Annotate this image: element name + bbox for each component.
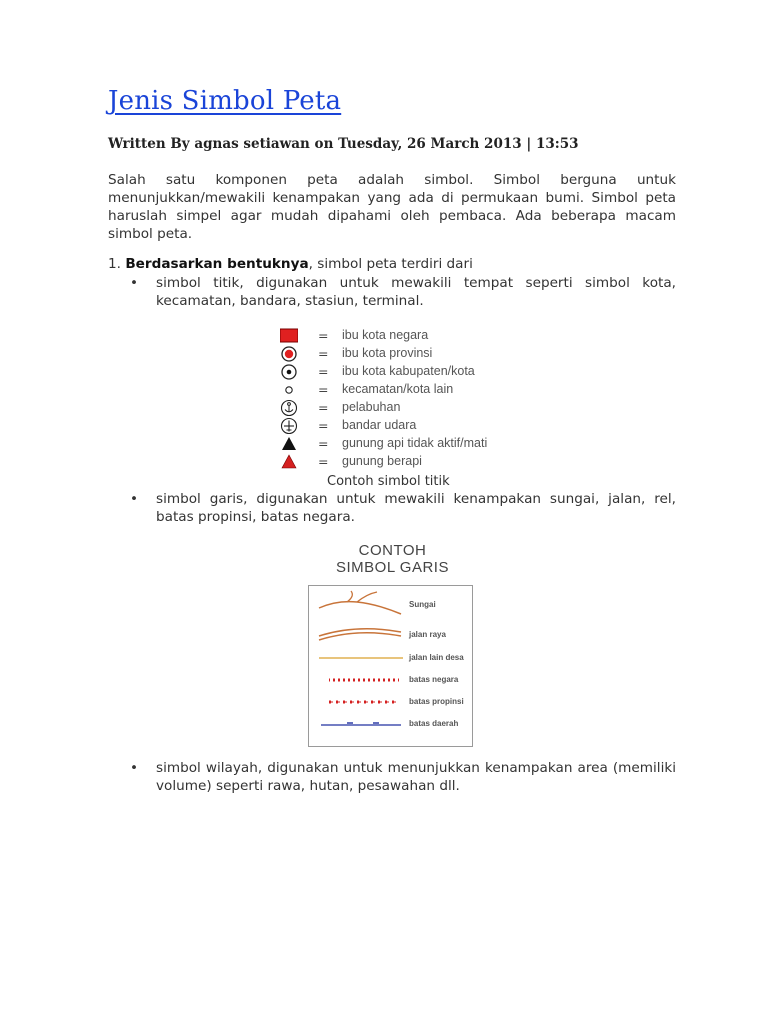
- line-symbol-legend-image: [290, 540, 495, 750]
- red-square-icon: [280, 327, 298, 345]
- bullet-dot: •: [130, 760, 139, 776]
- line-legend-box: [308, 585, 473, 747]
- section-number: 1.: [108, 256, 121, 272]
- byline: Written By agnas setiawan on Tuesday, 26 March 2013 | 13:53: [108, 136, 579, 152]
- line-legend-label: jalan lain desa: [409, 653, 464, 662]
- circle-dot-icon: [280, 363, 298, 381]
- line-legend-label: batas negara: [409, 675, 459, 684]
- equals-sign: =: [318, 328, 329, 343]
- bullet-text: simbol garis, digunakan untuk mewakili kenampakan sungai, jalan, rel, batas propinsi, batas negara.: [156, 491, 676, 525]
- equals-sign: =: [318, 436, 329, 451]
- legend-row: [272, 363, 507, 381]
- legend-row: [272, 417, 507, 435]
- legend-label: gunung berapi: [342, 454, 422, 468]
- line-legend-title: CONTOH: [358, 542, 427, 559]
- line-legend-subtitle: SIMBOL GARIS: [336, 559, 449, 576]
- region-border-line-icon: [317, 714, 407, 734]
- legend-label: ibu kota provinsi: [342, 346, 433, 360]
- section-heading-rest: , simbol peta terdiri dari: [308, 256, 473, 272]
- point-symbol-legend-image: [272, 325, 507, 473]
- airplane-icon: [280, 417, 298, 435]
- line-legend-label: batas daerah: [409, 719, 459, 728]
- province-border-line-icon: [317, 692, 407, 712]
- line-legend-label: Sungai: [409, 600, 436, 609]
- anchor-icon: [280, 399, 298, 417]
- post-title-link[interactable]: Jenis Simbol Peta: [108, 86, 342, 116]
- bullet-item-titik: [130, 274, 676, 310]
- legend-row: [272, 399, 507, 417]
- bullet-item-wilayah: [130, 759, 676, 795]
- legend-row: [272, 453, 507, 471]
- bullet-text: simbol titik, digunakan untuk mewakili tempat seperti simbol kota, kecamatan, bandara, stasiun, terminal.: [156, 275, 676, 309]
- section-heading-1: [108, 256, 473, 272]
- legend-label: kecamatan/kota lain: [342, 382, 454, 396]
- bullet-dot: •: [130, 491, 139, 507]
- line-legend-label: jalan raya: [409, 630, 446, 639]
- legend-row: [272, 381, 507, 399]
- bullet-text: simbol wilayah, digunakan untuk menunjukkan kenampakan area (memiliki volume) seperti rawa, hutan, pesawahan dll.: [156, 760, 676, 794]
- section-bold-heading: Berdasarkan bentuknya: [125, 256, 309, 272]
- legend-label: pelabuhan: [342, 400, 401, 414]
- bullet-dot: •: [130, 275, 139, 291]
- legend-row: [272, 345, 507, 363]
- equals-sign: =: [318, 400, 329, 415]
- legend-row: [272, 435, 507, 453]
- intro-paragraph: Salah satu komponen peta adalah simbol. Simbol berguna untuk menunjukkan/mewakili kenampakan yang ada di permukaan bumi. Simbol peta haruslah simpel agar mudah dipahami oleh pembaca. Ada beberapa macam simbol peta.: [108, 172, 676, 242]
- red-circle-dot-icon: [280, 345, 298, 363]
- equals-sign: =: [318, 364, 329, 379]
- bullet-item-garis: [130, 490, 676, 526]
- line-legend-label: batas propinsi: [409, 697, 464, 706]
- legend-label: ibu kota negara: [342, 328, 429, 342]
- legend-label: ibu kota kabupaten/kota: [342, 364, 475, 378]
- small-circle-icon: [280, 381, 298, 399]
- legend-caption: Contoh simbol titik: [327, 474, 450, 489]
- legend-label: bandar udara: [342, 418, 417, 432]
- village-road-line-icon: [317, 648, 407, 668]
- road-line-icon: [317, 622, 407, 642]
- black-triangle-icon: [280, 435, 298, 453]
- legend-label: gunung api tidak aktif/mati: [342, 436, 488, 450]
- equals-sign: =: [318, 382, 329, 397]
- legend-row: [272, 327, 507, 345]
- country-border-line-icon: [317, 670, 407, 690]
- equals-sign: =: [318, 454, 329, 469]
- equals-sign: =: [318, 346, 329, 361]
- river-line-icon: [317, 590, 407, 618]
- red-triangle-icon: [280, 453, 298, 471]
- equals-sign: =: [318, 418, 329, 433]
